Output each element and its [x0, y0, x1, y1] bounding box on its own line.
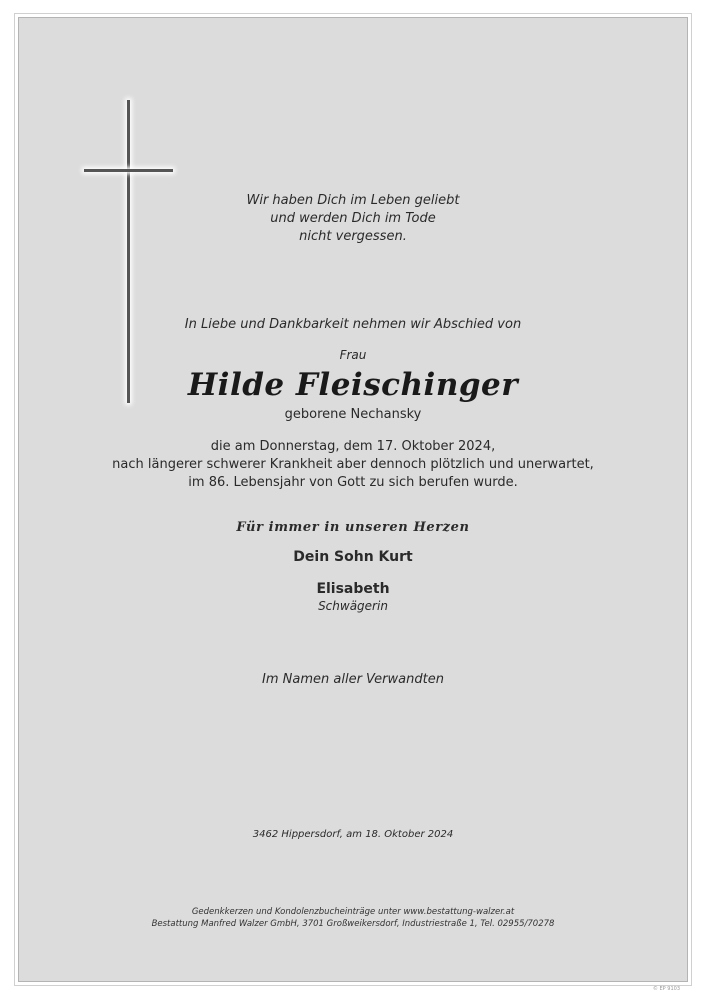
verse-line: Wir haben Dich im Leben geliebt: [246, 193, 460, 208]
memorial-verse: [0, 192, 706, 246]
death-notice-line: nach längerer schwerer Krankheit aber dennoch plötzlich und unerwartet,: [112, 457, 594, 472]
footer-line: Gedenkkerzen und Kondolenzbucheinträge unter www.bestattung-walzer.at: [191, 907, 515, 917]
funeral-home-footer: [0, 906, 706, 930]
death-notice: [0, 438, 706, 492]
print-mark: © EP 9103: [652, 986, 680, 992]
mourner-name: Dein Sohn Kurt: [293, 549, 413, 565]
relatives-note: Im Namen aller Verwandten: [262, 672, 444, 687]
cross-icon-horizontal: [84, 169, 173, 172]
deceased-name: Hilde Fleischinger: [187, 367, 519, 403]
verse-line: und werden Dich im Tode: [270, 211, 436, 226]
birth-name: geborene Nechansky: [284, 407, 422, 422]
motto: Für immer in unseren Herzen: [236, 520, 470, 535]
death-notice-line: die am Donnerstag, dem 17. Oktober 2024,: [210, 439, 496, 454]
salutation: Frau: [339, 348, 367, 362]
farewell-intro: In Liebe und Dankbarkeit nehmen wir Abschied von: [184, 317, 522, 332]
mourner-role: Schwägerin: [318, 599, 388, 613]
place-date: 3462 Hippersdorf, am 18. Oktober 2024: [252, 829, 454, 840]
death-notice-line: im 86. Lebensjahr von Gott zu sich berufen wurde.: [188, 475, 518, 490]
verse-line: nicht vergessen.: [299, 229, 407, 244]
mourner-name: Elisabeth: [316, 581, 390, 597]
footer-line: Bestattung Manfred Walzer GmbH, 3701 Großweikersdorf, Industriestraße 1, Tel. 02955/70278: [151, 919, 555, 929]
